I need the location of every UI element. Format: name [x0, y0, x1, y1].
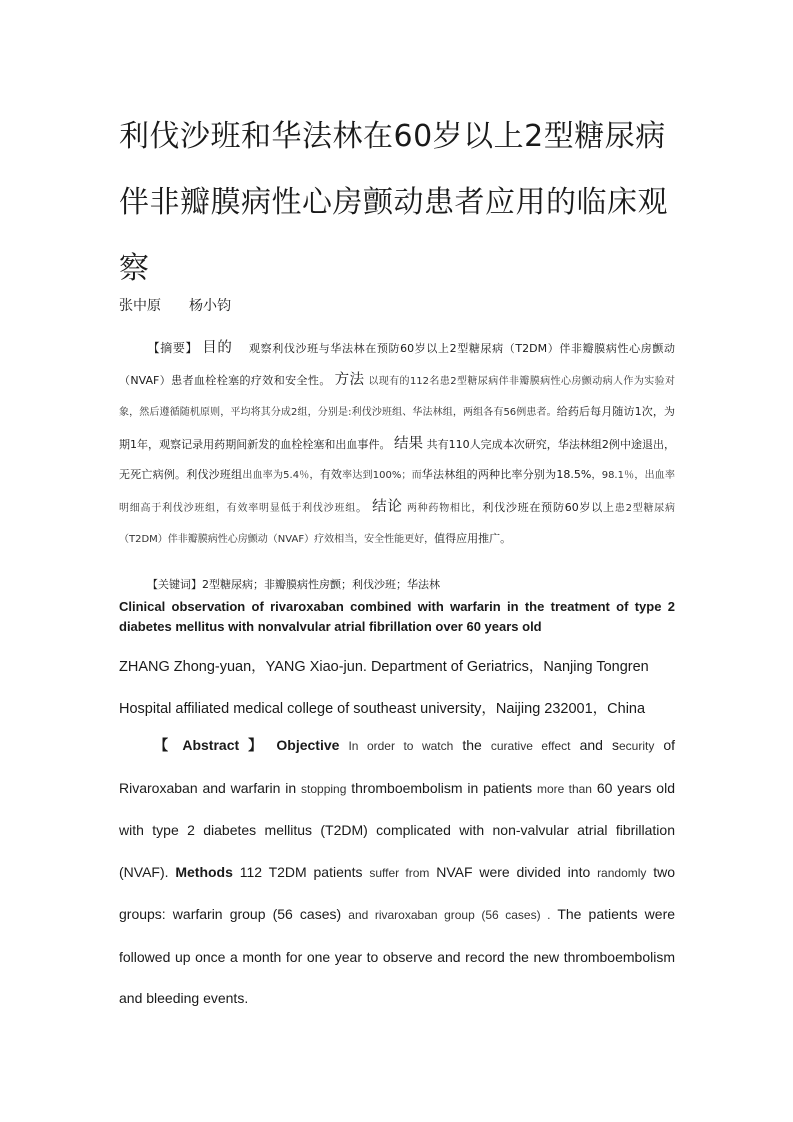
- conclusion-text: 值得应用推广。: [434, 532, 512, 545]
- results-text: ，98.1％，出血率明细高于利伐沙班组，有效率明显低于利伐沙班组: [119, 470, 676, 514]
- methods-text: 以现有的112名患2型糖尿病伴非瓣膜病性心房颤动病人作为实验对象，然后遵循随机原则，平均将其分成2组，分别是:利伐沙班组、华法林组，两组各有56例患者。: [119, 375, 676, 418]
- abstract-label: 【摘要】: [147, 341, 199, 355]
- results-text: 率达到100%；而: [342, 470, 422, 481]
- methods-text: 给药后每月随访1次，为期1年，观察记录用药期间新发的血栓栓塞和出血事件。: [119, 405, 675, 451]
- objective-text: 观察利伐沙班与华法林在预防60岁以上2型糖尿病（T2DM）伴非瓣膜病性心房颤动（NVAF）患者血栓栓塞的疗效和安全性。: [119, 342, 675, 387]
- methods-text-en: and rivaroxaban group (56 cases) .: [348, 908, 551, 922]
- objective-label-en: Objective: [276, 737, 340, 753]
- conclusion-text: 利伐沙班在预防60岁以上: [482, 500, 615, 514]
- results-text: 共有110人完成本次研究，华法林组2例中途退出，无死亡病例。利伐沙班组: [119, 437, 676, 481]
- results-text: 出血率为5.4％，: [242, 470, 320, 481]
- results-text: 有效: [319, 468, 343, 481]
- objective-label: 目的: [202, 340, 233, 356]
- methods-text-en: The patients were followed up once a month for one year to observe and record the new thromboembolism and bleeding events.: [119, 906, 676, 1006]
- conclusion-text: 两种药物相比，: [406, 502, 483, 514]
- keywords: 【关键词】2型糖尿病；非瓣膜病性房颤；利伐沙班；华法林: [147, 578, 440, 591]
- methods-text-en: 112 T2DM patients: [239, 863, 363, 880]
- conclusion-text: 患2型糖尿病（T2DM）伴非瓣膜病性心房颤动（NVAF）疗效相当，安全性能更好，: [119, 502, 676, 545]
- objective-text-en: more than: [536, 781, 592, 796]
- objective-text-en: the: [462, 737, 482, 753]
- methods-text-en: NVAF were divided into: [436, 863, 591, 880]
- english-authors: ZHANG Zhong-yuan，YANG Xiao-jun. Department of Geriatrics，Nanjing Tongren Hospital affiliated medical college of southeast university，Naijing 232001，China: [119, 659, 649, 717]
- methods-label: 方法: [334, 371, 365, 388]
- objective-text-en: curative effect: [490, 739, 571, 753]
- chinese-abstract: [119, 333, 675, 556]
- objective-text-en: thromboembolism in patients: [351, 779, 533, 796]
- results-text: 华法林组的两种比率分别为18.5%: [421, 468, 592, 481]
- methods-text-en: suffer from: [369, 865, 430, 880]
- abstract-label-en: 【 Abstract 】: [149, 737, 268, 753]
- objective-text-en: 60 years old with type 2 diabetes mellitus (T2DM) complicated with non-valvular atrial fibrillation (NVAF).: [119, 779, 675, 880]
- author-name: 杨小钧: [189, 298, 231, 314]
- results-text: 。: [356, 500, 368, 514]
- methods-label-en: Methods: [175, 863, 233, 880]
- objective-text-en: and: [579, 737, 603, 753]
- results-label: 结果: [394, 435, 424, 452]
- objective-text-en: In order to watch: [348, 739, 454, 753]
- objective-text-en: s: [611, 737, 619, 753]
- objective-text-en: of Rivaroxaban and warfarin in: [119, 737, 676, 796]
- english-abstract: [119, 725, 675, 1020]
- objective-text-en: ecurity: [618, 739, 655, 753]
- methods-text-en: randomly: [597, 865, 647, 880]
- author-name: 张中原: [119, 298, 161, 314]
- english-title: Clinical observation of rivaroxaban combined with warfarin in the treatment of type 2 diabetes mellitus with nonvalvular atrial fibrillation over 60 years old: [119, 599, 675, 634]
- conclusion-label: 结论: [372, 498, 403, 515]
- author-line: [119, 296, 231, 316]
- objective-text-en: stopping: [301, 781, 347, 796]
- methods-text-en: two groups: warfarin group (56 cases): [119, 863, 676, 922]
- paper-title: 利伐沙班和华法林在60岁以上2型糖尿病伴非瓣膜病性心房颤动患者应用的临床观察: [119, 119, 668, 286]
